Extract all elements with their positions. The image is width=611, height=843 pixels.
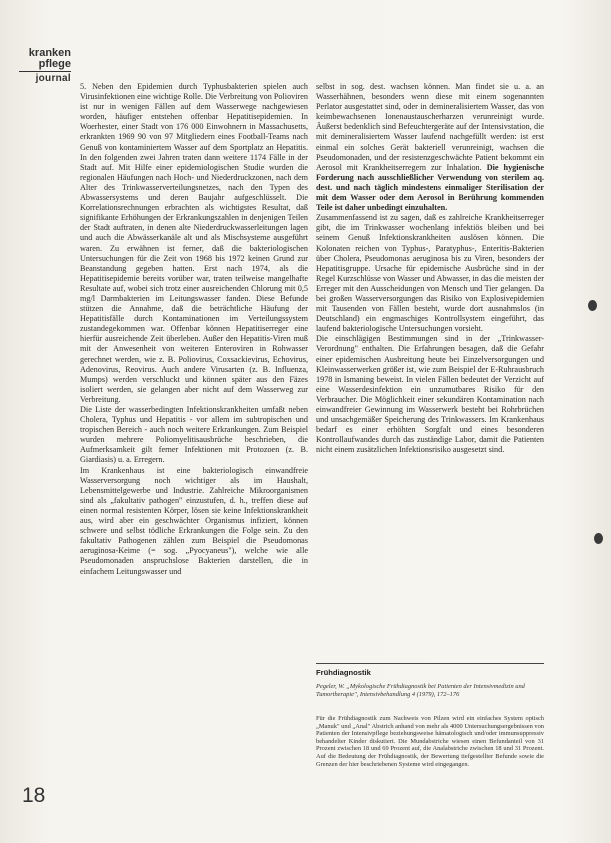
- box-divider: [316, 663, 544, 664]
- right-paragraph-1: [316, 82, 544, 213]
- left-paragraph-3: Im Krankenhaus ist eine bakteriologisch einwandfreie Wasserversorgung noch wichtiger als im Haushalt, Lebensmittelgewerbe und Industrie. Zahlreiche Mikroorganismen sind als „fakultativ pathogen" einzustufen, d. h., treffen diese auf einen normal resistenten Körper, lösen sie keine Infektionskrankheit aus, wird aber ein geschwächter Organismus infiziert, können schwere und selbst tödliche Erkrankungen die Folge sein. Zu den fakultativ Pathogenen zählen zum Beispiel die Pseudomonas aeruginosa-Keime (= sog. „Pyocyaneus"), welche wie alle Pseudomonaden anspruchslose Bakterien darstellen, die in einfachem Leitungswasser und: [80, 465, 308, 576]
- box-reference: Pegeler, W. „Mykologische Frühdiagnostik bei Patienten der Intensivmedizin und Tumortherapie", Intensivbehandlung 4 (1979), 172–176: [316, 683, 525, 698]
- binder-hole-icon: [588, 300, 597, 311]
- box-heading: Frühdiagnostik: [316, 668, 371, 677]
- left-paragraph-2: Die Liste der wasserbedingten Infektionskrankheiten umfaßt neben Cholera, Typhus und Hepatitis - vor allem im subtropischen und tropischen Bereich - auch noch weitere Erkrankungen. Zum Beispiel wurden mehrere Poliomyelitisausbrüche beschrieben, die Aufmerksamkeit gilt ferner Infektionen mit Protozoen (z. B. Giardiasis) u. a. Erregern.: [80, 405, 308, 465]
- left-paragraph-1: 5. Neben den Epidemien durch Typhusbakterien spielen auch Virusinfektionen eine wichtige Rolle. Die Verbreitung von Polioviren ist nur in wenigen Fällen auf dem Wasserwege nachgewiesen worden, häufiger entstehen offenbar Hepatitisepidemien. In Woerhester, einer Stadt von 176 000 Einwohnern in Massachusetts, erkrankten 1969 90 von 97 Mitgliedern eines Football-Teams nach Genuß von kontaminiertem Wasser auf dem Sportplatz an Hepatitis. In den folgenden zwei Jahren traten dann weitere 1174 Fälle in der Stadt auf. Mit Hilfe einer epidemiologischen Studie wurden die regionalen Häufungen nach Hoch- und Niederdruckzonen, nach dem Alter des Trinkwasserverteilungsnetzes, nach den Typen des Abwassersystems und deren Baujahr aufgeschlüsselt. Die Korrelationsrechnungen erbrachten als wichtigstes Resultat, daß signifikante Erhöhungen der Erkrankungszahlen in denjenigen Teilen der Stadt auftraten, in denen alte Niederdruckwasserleitungen lagen und auch die Abwässerkanäle alt und als Mischsysteme ausgeführt waren. Zu erwähnen ist ferner, daß die bakteriologischen Untersuchungen für die Zeit von 1968 bis 1972 keinen Grund zur Beanstandung gegeben hatten. Erst nach 1974, als die Hepatitisepidemie bereits vorüber war, traten teilweise mangelhafte Resultate auf, wobei sich trotz einer ausreichenden Chlorung mit 0,5 mg/l Darmbakterien im Leitungswasser fanden. Diese Befunde stützen die Annahme, daß die beträchtliche Häufung der Hepatitisfälle durch Kontaminationen im Verteilungssystem zustandegekommen war. Offenbar können Hepatitiserreger eine hierfür ausreichende Zeit überleben. Außer den Hepatitis-Viren muß mit der Anwesenheit von weiteren Enteroviren in Rohwasser gerechnet werden, wie z. B. Poliovirus, Coxsackievirus, Echovirus, Adenovirus, Reovirus. Auch andere Virusarten (z. B. Influenza, Mumps) werden verschluckt und können später aus den Fäzes isoliert werden, sie gelangen aber nicht auf dem Wasserweg zur Verbreitung.: [80, 82, 308, 404]
- logo-rule: [19, 71, 71, 72]
- right-paragraph-1-text: selbst in sog. dest. wachsen können. Man findet sie u. a. an Wasserhähnen, besonders wenn diese mit einem sogenannten Perlator ausgestattet sind, oder in demineralisiertem Wasser, das von keimbewachsenen Ionenaustauscherharzen verunreinigt wurde. Äußerst bedenklich sind Befeuchtergeräte auf der Intensivstation, die mit demineralisiertem Wasser laufend nachgefüllt werden: ist erst einmal ein solches Gerät bakteriell verunreinigt, wachsen die Pseudomonaden, und der resistenzgeschwächte Patient bekommt ein Aerosol mit Krankheitserregern zur Inhalation.: [316, 82, 544, 172]
- logo-line-1: kranken: [28, 47, 71, 59]
- left-column: [80, 82, 308, 577]
- box-body: Für die Frühdiagnostik zum Nachweis von Pilzen wird ein einfaches System optisch „Manuk" und „Anal" Abstrich anhand von mehr als 4000 Untersuchungsergebnissen von Patienten der Intensivpflege beziehungsweise hämatologisch und/oder immunsuppressiv behandelter Kinder diskutiert. Die Mundabstriche wiesen einen Befundanteil von 31 Prozent zwischen 18 und 69 Prozent auf, die Analabstriche zwischen 18 und 31 Prozent. Auf die Bedeutung der Frühdiagnostik, der Bewertung tiefgestellter Befunde sowie die Grenzen der hier beschriebenen Systeme wird eingegangen.: [316, 715, 544, 768]
- right-paragraph-1-bold: Die hygienische Forderung nach ausschließlicher Verwendung von sterilem aq. dest. und nach täglich mindestens einmaliger Sterilisation der mit dem Wasser oder dem Aerosol in Berührung kommenden Teile ist daher unbedingt einzuhalten.: [316, 162, 545, 213]
- right-column: [316, 82, 544, 455]
- binder-hole-icon: [594, 533, 603, 544]
- logo-line-3: journal: [35, 73, 71, 84]
- right-paragraph-2: Zusammenfassend ist zu sagen, daß es zahlreiche Krankheitserreger gibt, die im Trinkwasser wochenlang infektiös bleiben und bei seinem Genuß Infektionskrankheiten auslösen können. Die Kolonaten reichen von Typhus-, Paratyphus-, Enteritis-Bakterien über Cholera, Pseudomonas aeruginosa bis zu Viren, besonders der Hepatitisgruppe. Ursache für epidemische Ausbrüche sind in der Regel Kurzschlüsse von Wasser und Abwasser, in das die meisten der Erreger mit den Ausscheidungen von Mensch und Tier gelangen. Da bei großen Wasserversorgungen das Risiko von Explosivepidemien mit Tausenden von Fällen besteht, wurde dort ausnahmslos (in Deutschland) ein engmaschiges Kontrollsystem eingeführt, das laufend bakteriologische Untersuchungen vorsieht.: [316, 213, 544, 334]
- logo-line-2: pflege: [38, 58, 71, 70]
- page-number: 18: [22, 784, 46, 807]
- journal-logo: [19, 48, 71, 84]
- right-paragraph-3: Die einschlägigen Bestimmungen sind in der „Trinkwasser-Verordnung" enthalten. Die Erfahrungen besagen, daß die Gefahr einer epidemischen Ausbreitung heute bei Einzelversorgungen und Kleinwasserwerken größer ist, wie zum Beispiel der E-Ruhrausbruch 1978 in Ismaning beweist. In vielen Fällen bedeutet der Verzicht auf eine Wasserdesinfektion ein unzumutbares Risiko für den Verbraucher. Die Möglichkeit einer sekundären Kontamination nach einwandfreier Gewinnung im Wasserwerk besteht bei Rohrbrüchen und unsachgemäßer Speicherung des Trinkwassers. Im Krankenhaus bedarf es einer erhöhten Sorgfalt und eines besonderen Kontrollaufwandes durch das zuständige Labor, damit die Patienten nicht einem zusätzlichen Infektionsrisiko ausgesetzt sind.: [316, 334, 544, 455]
